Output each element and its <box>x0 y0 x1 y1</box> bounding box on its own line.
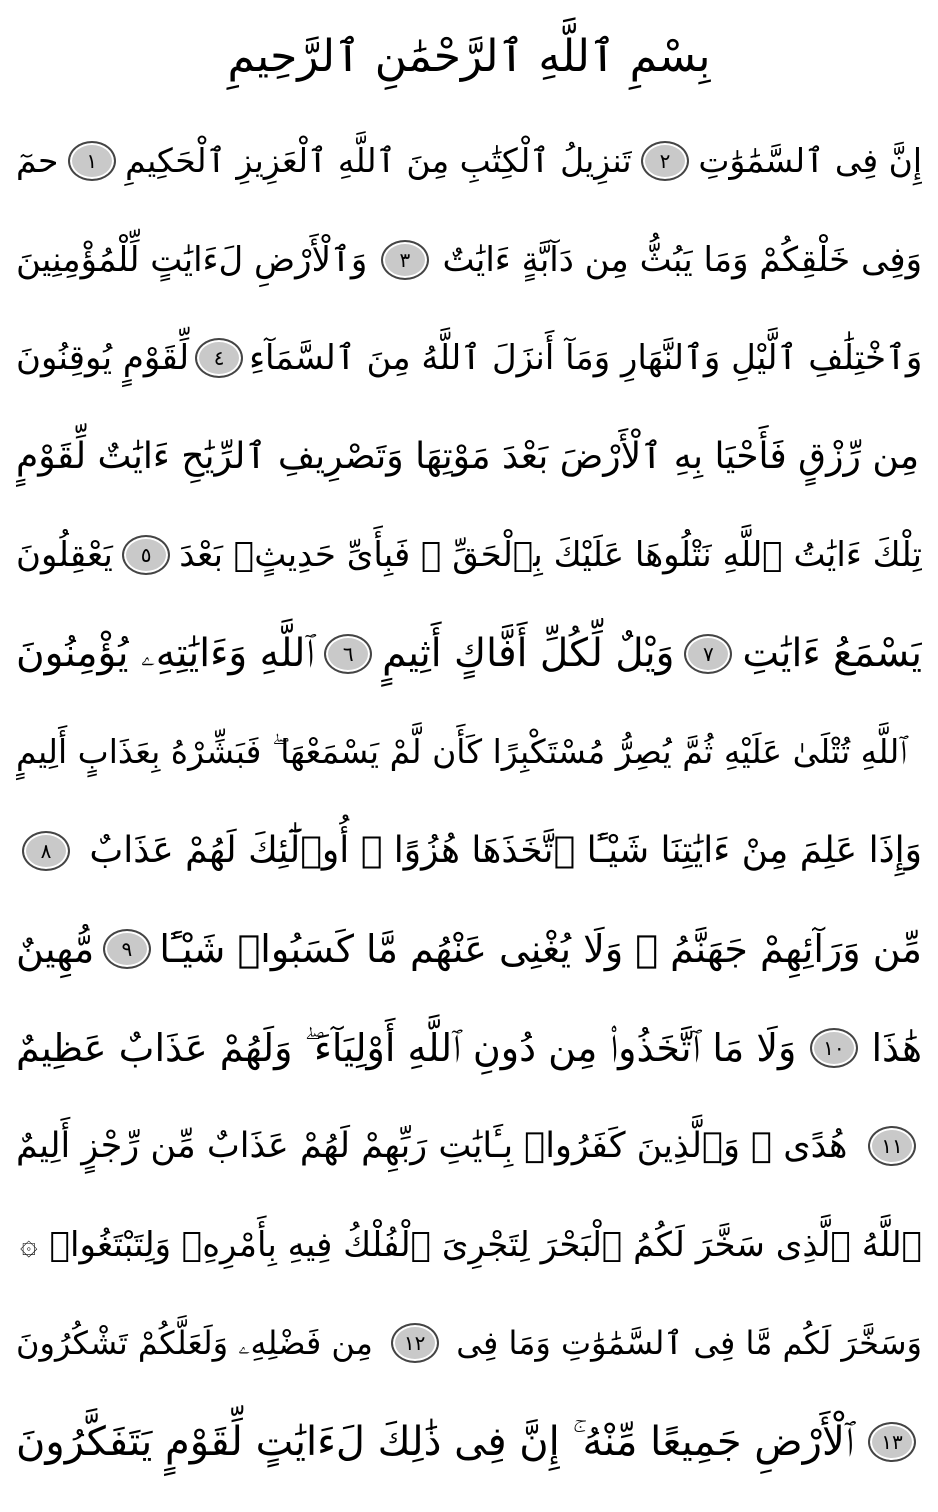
verse-text: تِلْكَ ءَايَٰتُ ٱللَّهِ نَتْلُوهَا عَلَيْكَ بِٱلْحَقِّ ۖ فَبِأَىِّ حَدِيثٍۭ بَعْدَ <box>179 535 922 576</box>
verse-text: لِّقَوْمٍ يُوقِنُونَ <box>16 338 190 379</box>
verse-text: ٱللَّهُ ٱلَّذِى سَخَّرَ لَكُمُ ٱلْبَحْرَ لِتَجْرِىَ ٱلْفُلْكُ فِيهِ بِأَمْرِهِۦ وَلِتَبْتَغُوا۟ <box>49 1224 922 1265</box>
ayah-number-marker: ٩ <box>103 929 151 969</box>
verse-text: تَنزِيلُ ٱلْكِتَٰبِ مِنَ ٱللَّهِ ٱلْعَزِيزِ ٱلْحَكِيمِ <box>125 141 632 181</box>
verse-text: وَٱلْأَرْضِ لَءَايَٰتٍ لِّلْمُؤْمِنِينَ <box>16 239 368 280</box>
ayah-number-marker: ٧ <box>684 634 732 674</box>
verse-text: هُدًى ۖ وَٱلَّذِينَ كَفَرُوا۟ بِـَٔايَٰتِ رَبِّهِمْ لَهُمْ عَذَابٌ مِّن رِّجْزٍ أَلِيمٌ <box>16 1126 848 1167</box>
verse-line <box>16 1196 922 1295</box>
rub-el-hizb-icon: ۞ <box>20 1227 38 1263</box>
verse-text: ٱللَّهِ تُتْلَىٰ عَلَيْهِ ثُمَّ يُصِرُّ مُسْتَكْبِرًا كَأَن لَّمْ يَسْمَعْهَا ۖ فَبَشِّرْهُ بِعَذَابٍ أَلِيمٍ <box>16 732 907 772</box>
verse-text: حمٓ <box>16 141 59 181</box>
verse-text: مِّن وَرَآئِهِمْ جَهَنَّمُ ۖ وَلَا يُغْنِى عَنْهُم مَّا كَسَبُوا۟ شَيْـًٔا <box>159 927 922 972</box>
verse-text: وَلَا مَا ٱتَّخَذُوا۟ مِن دُونِ ٱللَّهِ أَوْلِيَآءَ ۖ وَلَهُمْ عَذَابٌ عَظِيمٌ <box>16 1025 797 1070</box>
verse-text: يَعْقِلُونَ <box>16 535 113 576</box>
verse-text: يَسْمَعُ ءَايَٰتِ <box>742 630 922 676</box>
verse-line <box>16 1393 922 1492</box>
ayah-number-marker: ١٣ <box>868 1422 916 1462</box>
verse-line <box>16 900 922 999</box>
verse-line <box>16 112 922 211</box>
verse-lines <box>16 112 922 1491</box>
verse-line <box>16 506 922 605</box>
verse-text: وَسَخَّرَ لَكُم مَّا فِى ٱلسَّمَٰوَٰتِ وَمَا فِى <box>456 1324 922 1363</box>
verse-text: وَٱخْتِلَٰفِ ٱلَّيْلِ وَٱلنَّهَارِ وَمَآ أَنزَلَ ٱللَّهُ مِنَ ٱلسَّمَآءِ <box>249 338 922 379</box>
ayah-number-marker: ١ <box>68 141 116 181</box>
verse-line <box>16 802 922 901</box>
verse-line <box>16 999 922 1098</box>
ayah-number-marker: ٦ <box>324 634 372 674</box>
verse-text: هَٰذَا <box>871 1025 922 1070</box>
verse-line <box>16 408 922 507</box>
verse-line <box>16 605 922 704</box>
ayah-number-marker: ٤ <box>195 338 243 378</box>
ayah-number-marker: ٥ <box>122 535 170 575</box>
verse-line <box>16 1097 922 1196</box>
verse-text: مِن فَضْلِهِۦ وَلَعَلَّكُمْ تَشْكُرُونَ <box>16 1324 373 1363</box>
ayah-number-marker: ٨ <box>22 831 70 871</box>
verse-text: ٱللَّهِ وَءَايَٰتِهِۦ يُؤْمِنُونَ <box>16 630 315 676</box>
ayah-number-marker: ١٠ <box>810 1028 858 1068</box>
verse-line <box>16 703 922 802</box>
verse-line <box>16 211 922 310</box>
verse-line <box>16 1294 922 1393</box>
verse-text: وَإِذَا عَلِمَ مِنْ ءَايَٰتِنَا شَيْـًٔا ٱتَّخَذَهَا هُزُوًا ۚ أُو۟لَٰٓئِكَ لَهُمْ عَذَابٌ <box>89 829 922 871</box>
verse-text: مِن رِّزْقٍ فَأَحْيَا بِهِ ٱلْأَرْضَ بَعْدَ مَوْتِهَا وَتَصْرِيفِ ٱلرِّيَٰحِ ءَايَٰتٌ لِّقَوْمٍ <box>16 435 920 477</box>
verse-text: مُّهِينٌ <box>16 927 95 972</box>
ayah-number-marker: ١٢ <box>391 1323 439 1363</box>
verse-text: وَيْلٌ لِّكُلِّ أَفَّاكٍ أَثِيمٍ <box>382 630 675 676</box>
verse-text: إِنَّ فِى ٱلسَّمَٰوَٰتِ <box>698 141 922 181</box>
ayah-number-marker: ١١ <box>868 1126 916 1166</box>
verse-text: وَفِى خَلْقِكُمْ وَمَا يَبُثُّ مِن دَآبَّةٍ ءَايَٰتٌ <box>442 239 922 280</box>
ayah-number-marker: ٢ <box>641 141 689 181</box>
basmala-header: بِسْمِ ٱللَّهِ ٱلرَّحْمَٰنِ ٱلرَّحِيمِ <box>227 31 711 82</box>
verse-text: ٱلْأَرْضِ جَمِيعًا مِّنْهُ ۚ إِنَّ فِى ذَٰلِكَ لَءَايَٰتٍ لِّقَوْمٍ يَتَفَكَّرُونَ <box>16 1418 854 1465</box>
ayah-number-marker: ٣ <box>381 240 429 280</box>
verse-line <box>16 309 922 408</box>
